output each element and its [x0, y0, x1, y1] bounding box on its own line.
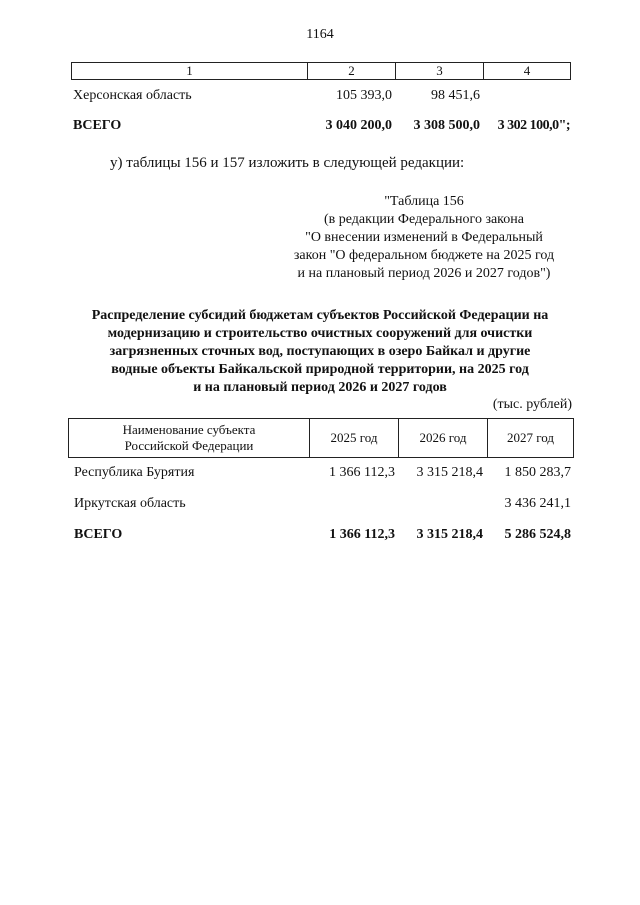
- row-irkutsk-2027: 3 436 241,1: [504, 496, 571, 511]
- page-number: 1164: [306, 27, 334, 42]
- row-irkutsk-name: Иркутская область: [74, 496, 186, 511]
- top-row-total-c3: 3 308 500,0: [413, 118, 480, 133]
- row-buryatia-2026: 3 315 218,4: [416, 465, 483, 480]
- header-name-line-2: Российской Федерации: [124, 438, 254, 453]
- intro-text: у) таблицы 156 и 157 изложить в следующей редакции:: [110, 155, 465, 171]
- row-buryatia-2027: 1 850 283,7: [504, 465, 571, 480]
- table-title: [60, 307, 580, 397]
- caption-line-3: "О внесении изменений в Федеральный: [305, 230, 543, 245]
- header-2026: 2026 год: [398, 419, 487, 457]
- title-line-1: Распределение субсидий бюджетам субъектов Российской Федерации на: [91, 308, 549, 323]
- top-table-header: [71, 62, 571, 80]
- top-row-total-name: ВСЕГО: [73, 118, 122, 133]
- row-buryatia-name: Республика Бурятия: [74, 465, 195, 480]
- title-line-2: модернизацию и строительство очистных сооружений для очистки: [107, 326, 533, 341]
- header-2025: 2025 год: [309, 419, 398, 457]
- top-row-total-c4: 3 302 100,0";: [497, 118, 570, 133]
- units-label: (тыс. рублей): [492, 397, 572, 412]
- header-2027: 2027 год: [487, 419, 573, 457]
- row-total-2025: 1 366 112,3: [329, 527, 395, 542]
- top-header-col-2: 2: [307, 63, 395, 79]
- caption-line-1: "Таблица 156: [384, 194, 464, 209]
- title-line-4: водные объекты Байкальской природной территории, на 2025 год: [111, 362, 529, 377]
- header-name-cell: [69, 419, 309, 457]
- top-row-1-name: Херсонская область: [73, 88, 192, 103]
- caption-line-4: закон "О федеральном бюджете на 2025 год: [293, 248, 555, 263]
- row-total-name: ВСЕГО: [74, 527, 123, 542]
- top-row-total-c2: 3 040 200,0: [325, 118, 392, 133]
- row-total-2026: 3 315 218,4: [416, 527, 483, 542]
- caption-line-5: и на плановый период 2026 и 2027 годов"): [297, 266, 551, 281]
- top-header-col-3: 3: [395, 63, 483, 79]
- top-header-col-4: 4: [483, 63, 570, 79]
- top-header-col-1: 1: [186, 63, 193, 78]
- row-total-2027: 5 286 524,8: [504, 527, 571, 542]
- header-name-line-1: Наименование субъекта: [122, 422, 256, 437]
- caption-line-2: (в редакции Федерального закона: [324, 212, 524, 227]
- title-line-5: и на плановый период 2026 и 2027 годов: [193, 380, 447, 395]
- main-table-header: [68, 418, 574, 458]
- table-caption: [274, 193, 574, 283]
- top-row-1-c3: 98 451,6: [431, 88, 480, 103]
- top-row-1-c2: 105 393,0: [336, 88, 392, 103]
- row-buryatia-2025: 1 366 112,3: [329, 465, 395, 480]
- title-line-3: загрязненных сточных вод, поступающих в озеро Байкал и другие: [109, 344, 531, 359]
